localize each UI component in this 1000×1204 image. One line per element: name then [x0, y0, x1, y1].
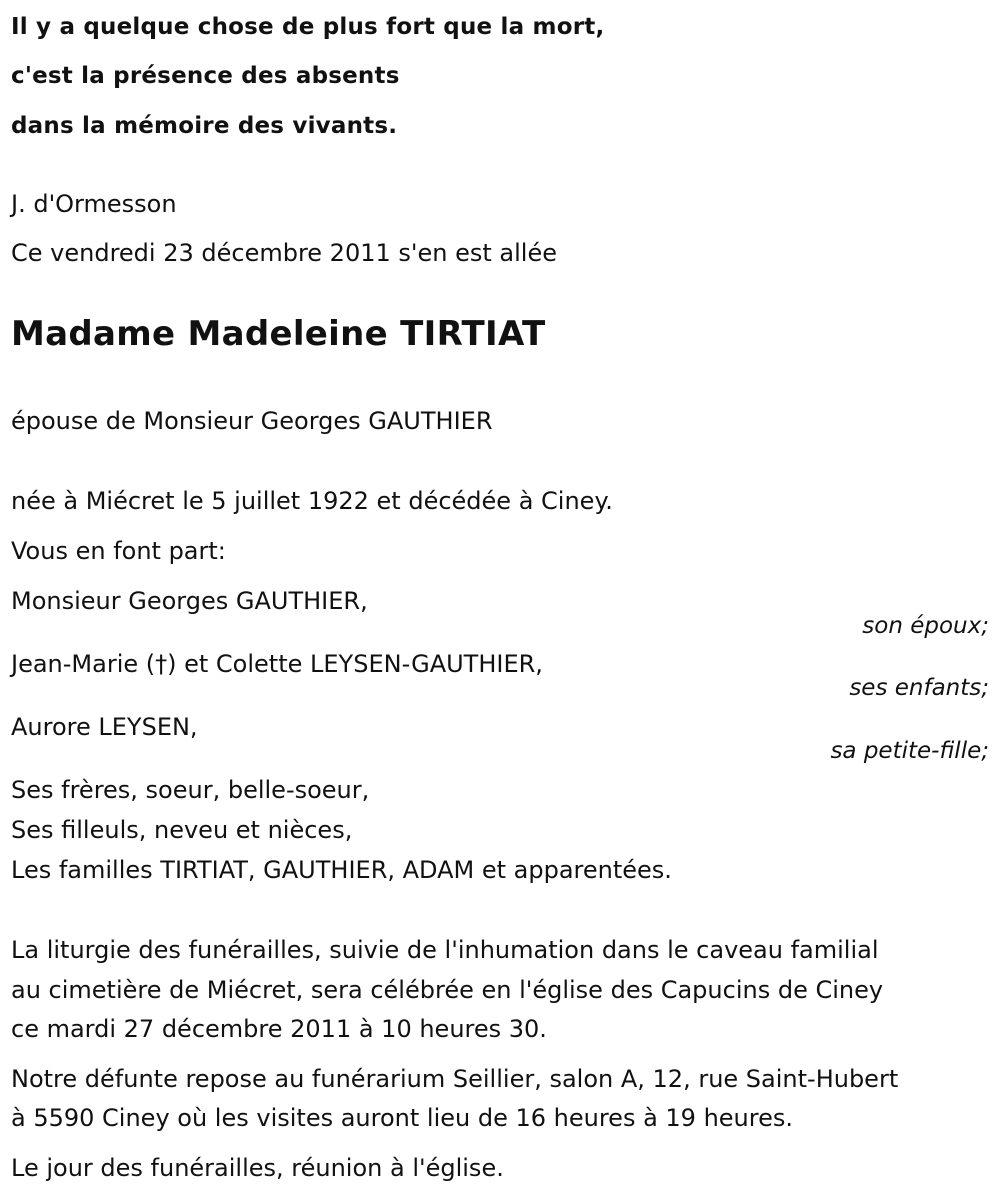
quote-line-2: c'est la présence des absents [11, 63, 400, 89]
others-siblings: Ses frères, soeur, belle-soeur, [11, 776, 370, 804]
funeral-info-line-1: La liturgie des funérailles, suivie de l'inhumation dans le caveau familial [11, 936, 879, 964]
gathering-note: Le jour des funérailles, réunion à l'église. [11, 1154, 504, 1182]
visitation-line-2: à 5590 Ciney où les visites auront lieu de 16 heures à 19 heures. [11, 1104, 794, 1132]
family-relation-children: ses enfants; [849, 675, 989, 701]
family-relation-granddaughter: sa petite-fille; [830, 738, 989, 764]
others-godchildren: Ses filleuls, neveu et nièces, [11, 816, 353, 844]
part-intro: Vous en font part: [11, 537, 226, 565]
family-name-granddaughter: Aurore LEYSEN, [11, 713, 198, 741]
family-name-spouse: Monsieur Georges GAUTHIER, [11, 587, 368, 615]
visitation-line-1: Notre défunte repose au funérarium Seillier, salon A, 12, rue Saint-Hubert [11, 1065, 899, 1093]
others-families: Les familles TIRTIAT, GAUTHIER, ADAM et apparentées. [11, 856, 672, 884]
quote-line-3: dans la mémoire des vivants. [11, 113, 398, 139]
spouse-line: épouse de Monsieur Georges GAUTHIER [11, 407, 493, 435]
funeral-info-line-3: ce mardi 27 décembre 2011 à 10 heures 30. [11, 1015, 547, 1043]
announcement: Ce vendredi 23 décembre 2011 s'en est allée [11, 239, 557, 267]
quote-author: J. d'Ormesson [11, 190, 177, 218]
funeral-info-line-2: au cimetière de Miécret, sera célébrée en l'église des Capucins de Ciney [11, 976, 884, 1004]
quote-line-1: Il y a quelque chose de plus fort que la mort, [11, 14, 605, 40]
deceased-name: Madame Madeleine TIRTIAT [11, 314, 546, 354]
family-relation-spouse: son époux; [862, 613, 989, 639]
birth-death-line: née à Miécret le 5 juillet 1922 et décédée à Ciney. [11, 487, 613, 515]
family-name-children: Jean-Marie (†) et Colette LEYSEN-GAUTHIER, [11, 650, 543, 678]
